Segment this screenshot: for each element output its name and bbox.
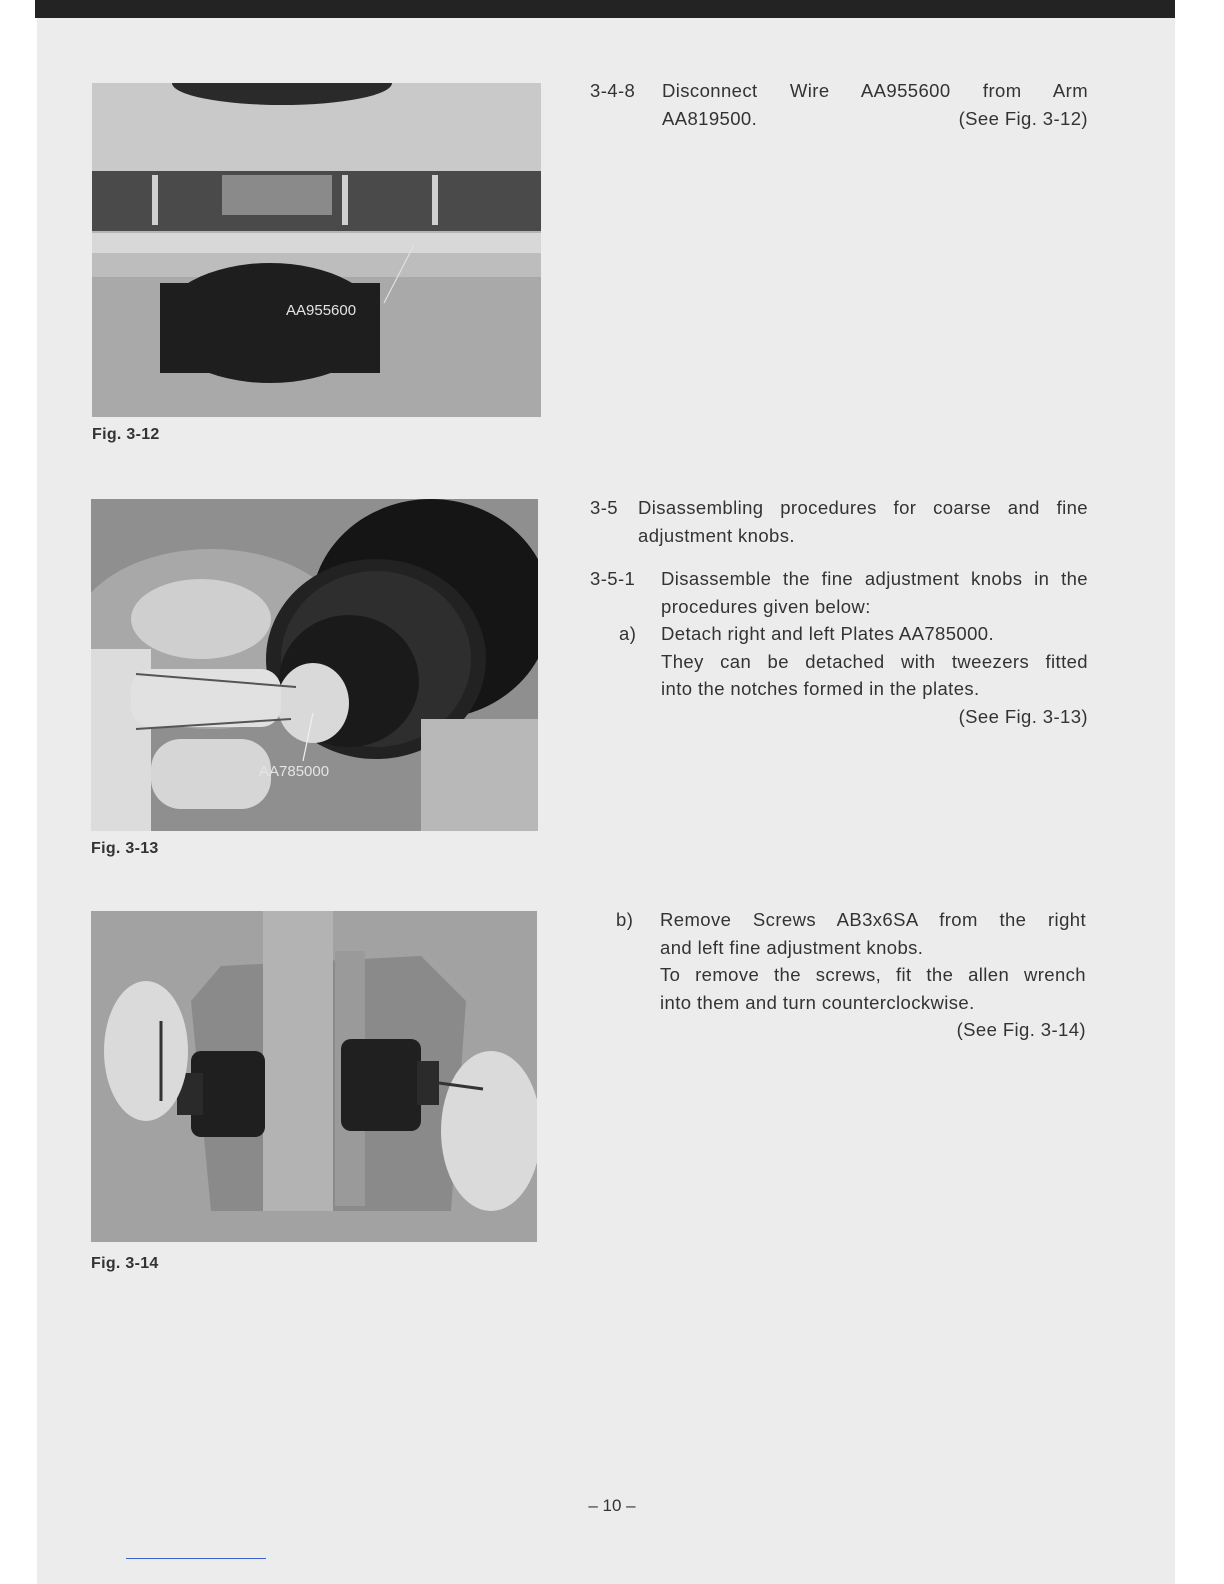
step-label: a) (619, 623, 637, 644)
figure-3-13-callout: AA785000 (259, 763, 330, 780)
section-3-5 (590, 494, 1090, 550)
figure-3-13-illustration (91, 499, 538, 831)
step-b-line-2: and left fine adjustment knobs. (660, 936, 924, 958)
section-3-4-8 (590, 77, 1090, 133)
page-number: – 10 – (588, 1496, 636, 1515)
step-label: b) (616, 909, 634, 930)
step-b-line-4: into them and turn counterclockwise. (660, 991, 975, 1013)
step-a-line-2: They can be detached with tweezers fitted (661, 650, 1088, 672)
figure-3-13-photo (91, 499, 538, 831)
section-3-4-8-line-1: Disconnect Wire AA955600 from Arm (662, 80, 1088, 101)
section-3-5-line-1: Disassembling procedures for coarse and fine (638, 497, 1088, 518)
section-number: 3-5-1 (590, 568, 636, 589)
link-underline (126, 1558, 266, 1559)
figure-reference: (See Fig. 3-12) (958, 107, 1088, 129)
section-3-5-line-2: adjustment knobs. (638, 524, 795, 546)
figure-reference: (See Fig. 3-13) (958, 705, 1088, 727)
section-3-5-1 (590, 565, 1090, 621)
figure-reference: (See Fig. 3-14) (956, 1019, 1086, 1040)
figure-3-14-caption: Fig. 3-14 (91, 1255, 159, 1272)
step-a (590, 620, 1090, 732)
section-number: 3-5 (590, 497, 618, 518)
section-3-5-1-line-1: Disassemble the fine adjustment knobs in the (661, 568, 1088, 589)
section-number: 3-4-8 (590, 80, 636, 101)
section-3-4-8-line-2: AA819500. (662, 107, 758, 129)
step-a-line-1: Detach right and left Plates AA785000. (661, 623, 994, 644)
step-a-line-3: into the notches formed in the plates. (661, 678, 980, 699)
figure-3-12-photo (92, 83, 541, 417)
section-3-5-1-line-2: procedures given below: (661, 595, 871, 617)
scan-top-border (35, 0, 1175, 18)
step-b (590, 906, 1090, 1046)
figure-3-14-photo (91, 911, 537, 1242)
figure-3-12-callout: AA955600 (286, 302, 357, 319)
step-b-line-3: To remove the screws, fit the allen wrench (660, 964, 1086, 985)
figure-3-14-illustration (91, 911, 537, 1242)
figure-3-12-caption: Fig. 3-12 (92, 426, 160, 443)
step-b-line-1: Remove Screws AB3x6SA from the right (660, 909, 1086, 930)
figure-3-12-illustration (92, 83, 541, 417)
figure-3-13-caption: Fig. 3-13 (91, 840, 159, 857)
